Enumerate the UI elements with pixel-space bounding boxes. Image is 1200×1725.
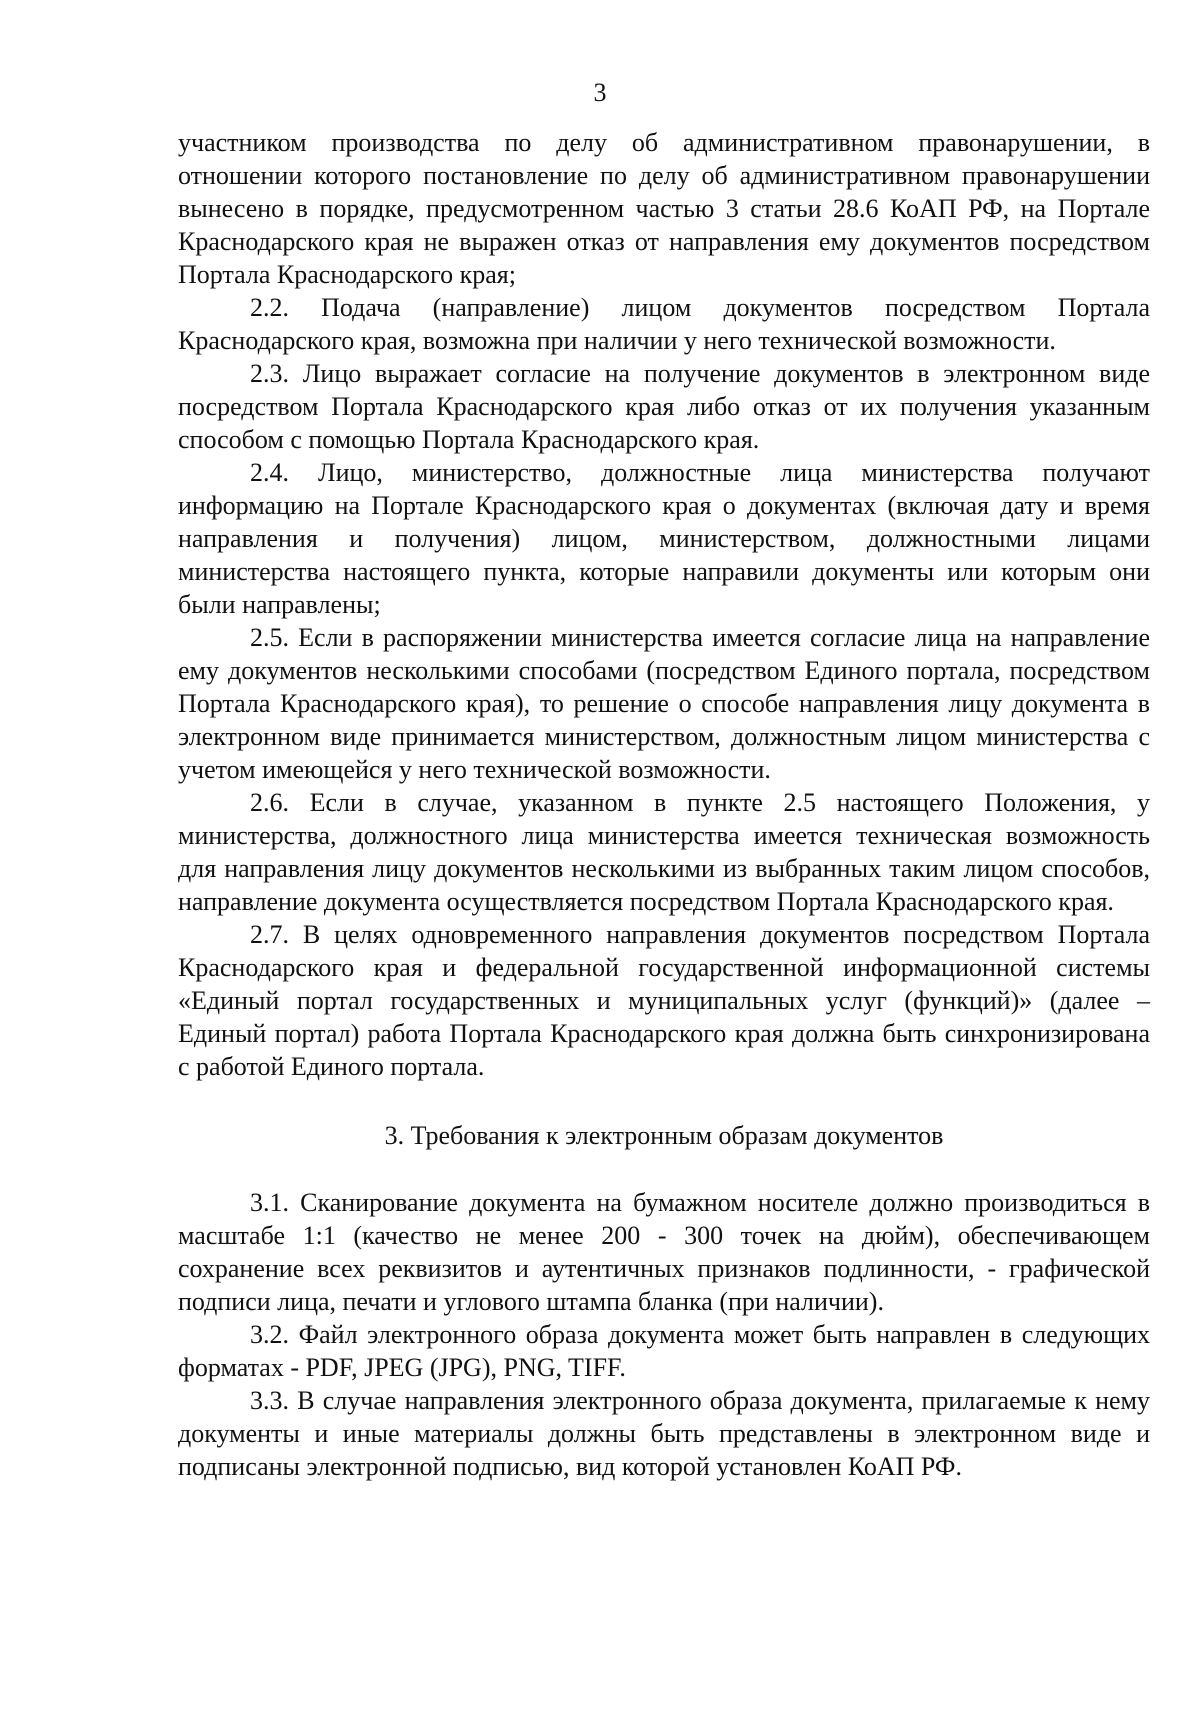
paragraph-2-3: 2.3. Лицо выражает согласие на получение документов в электронном виде посредством Портала Краснодарского края либо отказ от их получения указанным способом с помощью Портала Краснодарского края.	[178, 359, 1150, 454]
paragraph-2-6: 2.6. Если в случае, указанном в пункте 2.5 настоящего Положения, у министерства, должностного лица министерства имеется техническая возможность для направления лицу документов несколькими из выбранных таким лицом способов, направление документа осуществляется посредством Портала Краснодарского края.	[178, 788, 1150, 916]
paragraph-3-3: 3.3. В случае направления электронного образа документа, прилагаемые к нему документы и иные материалы должны быть представлены в электронном виде и подписаны электронной подписью, вид которой установлен КоАП РФ.	[178, 1386, 1150, 1481]
paragraph-3-2: 3.2. Файл электронного образа документа может быть направлен в следующих форматах - PDF, JPEG (JPG), PNG, TIFF.	[178, 1320, 1150, 1382]
paragraph-continuation: участником производства по делу об административном правонарушении, в отношении которого постановление по делу об административном правонарушении вынесено в порядке, предусмотренном частью 3 статьи 28.6 КоАП РФ, на Портале Краснодарского края не выражен отказ от направления ему документов посредством Портала Краснодарского края;	[178, 128, 1150, 289]
paragraph-2-4: 2.4. Лицо, министерство, должностные лица министерства получают информацию на Портале Краснодарского края о документах (включая дату и время направления и получения) лицом, министерством, должностными лицами министерства настоящего пункта, которые направили документы или которым они были направлены;	[178, 458, 1150, 619]
page-number: 3	[593, 78, 607, 107]
paragraph-3-1: 3.1. Сканирование документа на бумажном носителе должно производиться в масштабе 1:1 (качество не менее 200 - 300 точек на дюйм), обеспечивающем сохранение всех реквизитов и аутентичных признаков подлинности, - графической подписи лица, печати и углового штампа бланка (при наличии).	[178, 1188, 1150, 1316]
document-body	[178, 126, 1150, 1483]
paragraph-2-2: 2.2. Подача (направление) лицом документов посредством Портала Краснодарского края, возможна при наличии у него технической возможности.	[178, 293, 1150, 355]
paragraph-2-5: 2.5. Если в распоряжении министерства имеется согласие лица на направление ему документов несколькими способами (посредством Единого портала, посредством Портала Краснодарского края), то решение о способе направления лицу документа в электронном виде принимается министерством, должностным лицом министерства с учетом имеющейся у него технической возможности.	[178, 623, 1150, 784]
paragraph-2-7: 2.7. В целях одновременного направления документов посредством Портала Краснодарского края и федеральной государственной информационной системы «Единый портал государственных и муниципальных услуг (функций)» (далее – Единый портал) работа Портала Краснодарского края должна быть синхронизирована с работой Единого портала.	[178, 920, 1150, 1081]
section-3-heading: 3. Требования к электронным образам документов	[384, 1121, 944, 1150]
